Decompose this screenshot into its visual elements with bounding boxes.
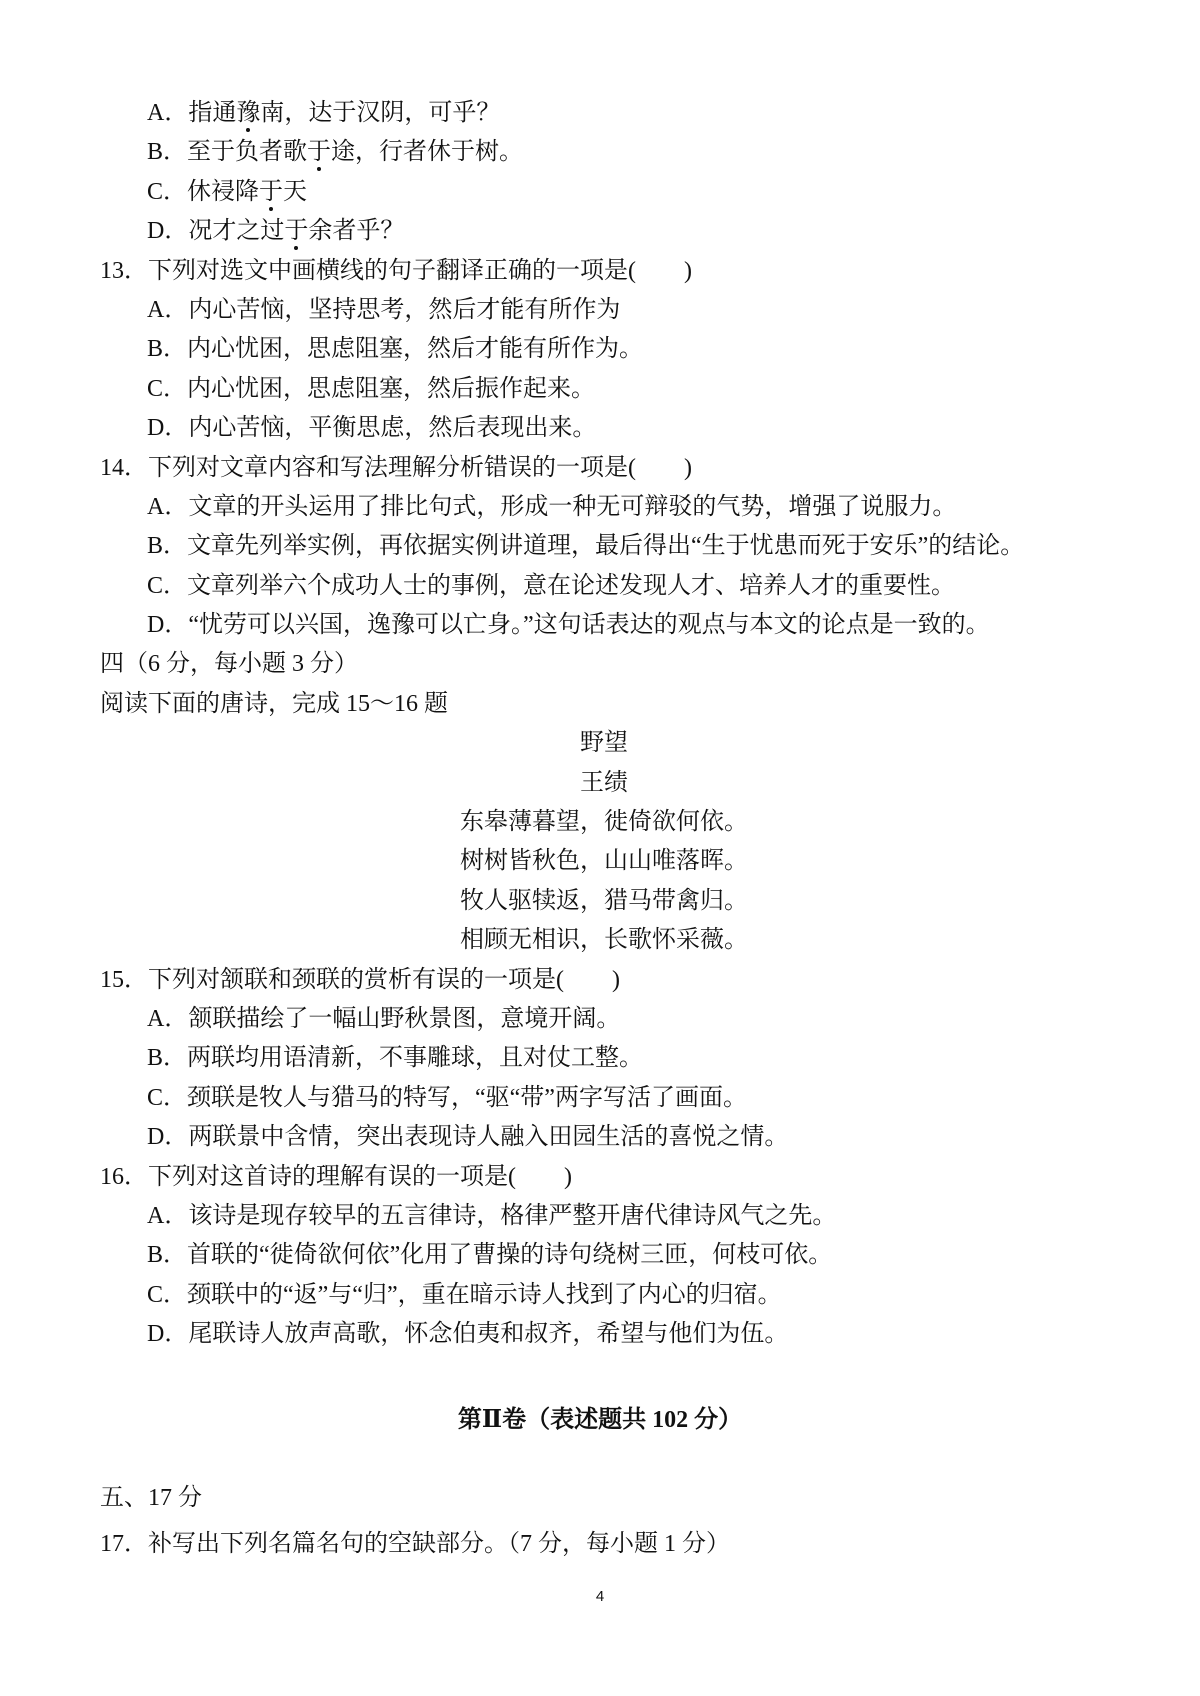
q16-stem: 16．下列对这首诗的理解有误的一项是( ): [100, 1163, 572, 1190]
q15-option-c: C．颈联是牧人与猎马的特写，“驱“带”两字写活了画面。: [147, 1084, 747, 1111]
q14-option-b: B．文章先列举实例，再依据实例讲道理，最后得出“生于忧患而死于安乐”的结论。: [147, 533, 1025, 560]
q12-option-c: [0, 173, 1200, 212]
dotted-character: 于: [259, 178, 284, 205]
option-text-pre: D．况才之过: [147, 218, 285, 245]
q13-option-d: D．内心苦恼，平衡思虑，然后表现出来。: [147, 415, 597, 442]
q15-option-d: D．两联景中含情，突出表现诗人融入田园生活的喜悦之情。: [147, 1124, 789, 1151]
document-body: [0, 94, 1200, 1355]
q15-option-b: B．两联均用语清新，不事雕球，且对仗工整。: [147, 1045, 644, 1072]
q13-stem: 13．下列对选文中画横线的句子翻译正确的一项是( ): [100, 257, 692, 284]
q15-option-a: A．颔联描绘了一幅山野秋景图，意境开阔。: [147, 1005, 621, 1032]
poem-line: 牧人驱犊返，猎马带禽归。: [460, 887, 748, 914]
q16-option-b: B．首联的“徙倚欲何依”化用了曹操的诗句绕树三匝，何枝可依。: [147, 1242, 833, 1269]
poem-line: 相顾无相识，长歌怀采薇。: [460, 927, 748, 954]
dotted-character: 豫: [236, 100, 261, 126]
option-text-pre: C．休祲降: [147, 178, 260, 205]
option-text-post: 途，行者休于树。: [331, 139, 524, 166]
q14-option-a: A．文章的开头运用了排比句式，形成一种无可辩驳的气势，增强了说服力。: [147, 493, 957, 520]
q12-option-b: [0, 133, 1200, 172]
poem-line: 树树皆秋色，山山唯落晖。: [460, 848, 748, 875]
q14-option-d: D．“忧劳可以兴国，逸豫可以亡身。”这句话表达的观点与本文的论点是一致的。: [147, 612, 990, 639]
option-text-pre: A．指通: [147, 100, 237, 126]
poem-author: 王绩: [580, 769, 628, 796]
dotted-character: 于: [284, 218, 309, 245]
q14-stem: 14．下列对文章内容和写法理解分析错误的一项是( ): [100, 454, 692, 481]
q13-option-c: C．内心忧困，思虑阻塞，然后振作起来。: [147, 375, 596, 402]
option-text-post: 天: [283, 178, 308, 205]
poem-line: 东皋薄暮望，徙倚欲何依。: [460, 809, 748, 836]
q13-option-b: B．内心忧困，思虑阻塞，然后才能有所作为。: [147, 336, 644, 363]
q17-stem: 17．补写出下列名篇名句的空缺部分。（7 分，每小题 1 分）: [100, 1531, 730, 1557]
option-text-pre: B．至于负者歌: [147, 139, 308, 166]
poem-title: 野望: [580, 730, 628, 757]
option-text-post: 余者乎？: [308, 218, 405, 245]
q15-stem: 15．下列对颔联和颈联的赏析有误的一项是( ): [100, 966, 620, 993]
q16-option-d: D．尾联诗人放声高歌，怀念伯夷和叔齐，希望与他们为伍。: [147, 1321, 789, 1348]
page-number: 4: [595, 1588, 605, 1605]
section-4-title: 四（6 分，每小题 3 分）: [100, 651, 358, 678]
part-2-heading: 第Ⅱ卷（表述题共 102 分）: [457, 1407, 743, 1433]
q12-option-a: [0, 94, 1200, 133]
section-5-title: 五、17 分: [100, 1485, 202, 1511]
q16-option-c: C．颈联中的“返”与“归”，重在暗示诗人找到了内心的归宿。: [147, 1281, 782, 1308]
q16-option-a: A．该诗是现存较早的五言律诗，格律严整开唐代律诗风气之先。: [147, 1202, 837, 1229]
q13-option-a: A．内心苦恼，坚持思考，然后才能有所作为: [147, 296, 621, 323]
section-4-instruction: 阅读下面的唐诗，完成 15～16 题: [100, 690, 448, 717]
dotted-character: 于: [307, 139, 332, 166]
option-text-post: 南，达于汉阴，可乎？: [260, 100, 501, 126]
q12-option-d: [0, 212, 1200, 251]
q14-option-c: C．文章列举六个成功人士的事例，意在论述发现人才、培养人才的重要性。: [147, 572, 956, 599]
